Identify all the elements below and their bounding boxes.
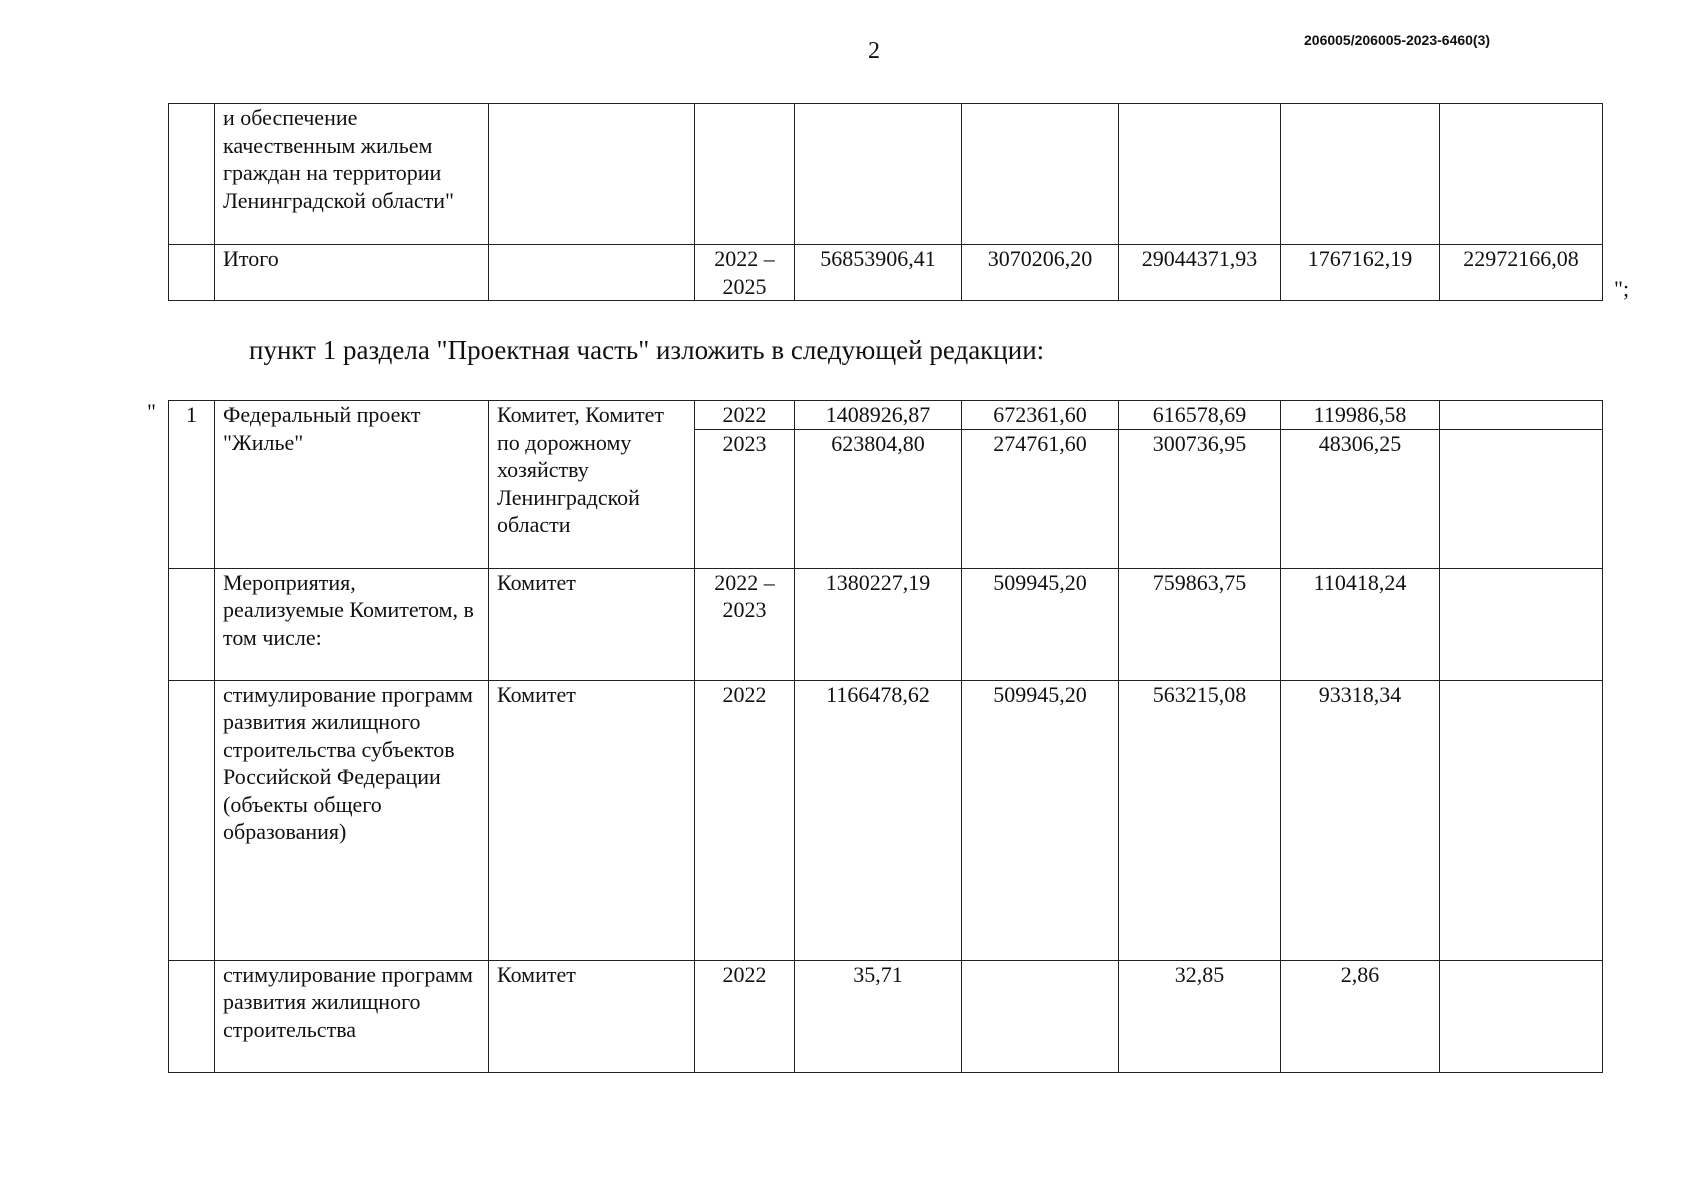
- cell-total: [795, 104, 962, 245]
- cell-other: [1440, 429, 1603, 568]
- cell-number: [169, 568, 215, 680]
- cell-federal: 509945,20: [962, 568, 1119, 680]
- closing-quote: ";: [1614, 276, 1630, 301]
- instruction-text: пункт 1 раздела "Проектная часть" изложить в следующей редакции:: [249, 335, 1045, 365]
- cell-federal: 3070206,20: [962, 245, 1119, 301]
- cell-number: [169, 960, 215, 1072]
- cell-total: 35,71: [795, 960, 962, 1072]
- cell-federal: 672361,60: [962, 401, 1119, 430]
- cell-executor: [489, 104, 695, 245]
- document-id: 206005/206005-2023-6460(3): [1304, 32, 1491, 48]
- cell-period: 2022 – 2025: [695, 245, 795, 301]
- cell-other: [1440, 401, 1603, 430]
- cell-local: 110418,24: [1281, 568, 1440, 680]
- cell-name: Мероприятия, реализуемые Комитетом, в том числе:: [215, 568, 489, 680]
- cell-number: [169, 680, 215, 960]
- cell-period: 2023: [695, 429, 795, 568]
- cell-other: [1440, 960, 1603, 1072]
- cell-other: [1440, 680, 1603, 960]
- cell-local: [1281, 104, 1440, 245]
- cell-period: 2022: [695, 680, 795, 960]
- cell-name: стимулирование программ развития жилищного строительства субъектов Российской Федерации (объекты общего образования): [215, 680, 489, 960]
- opening-quote: ": [147, 399, 156, 424]
- cell-federal: 274761,60: [962, 429, 1119, 568]
- cell-executor: Комитет: [489, 960, 695, 1072]
- cell-regional: 563215,08: [1119, 680, 1281, 960]
- table-row-project-2022: [169, 401, 1603, 430]
- cell-total: 623804,80: [795, 429, 962, 568]
- cell-regional: 300736,95: [1119, 429, 1281, 568]
- cell-period: 2022: [695, 960, 795, 1072]
- cell-name: и обеспечение качественным жильем граждан на территории Ленинградской области": [215, 104, 489, 245]
- cell-local: 48306,25: [1281, 429, 1440, 568]
- cell-period: 2022: [695, 401, 795, 430]
- table-row: [169, 960, 1603, 1072]
- cell-name: стимулирование программ развития жилищного строительства: [215, 960, 489, 1072]
- funding-table-continued: [168, 103, 1603, 301]
- table-row-total: [169, 245, 1603, 301]
- cell-local: 93318,34: [1281, 680, 1440, 960]
- cell-total: 1380227,19: [795, 568, 962, 680]
- cell-period: [695, 104, 795, 245]
- cell-executor: Комитет, Комитет по дорожному хозяйству Ленинградской области: [489, 401, 695, 569]
- cell-number: [169, 245, 215, 301]
- cell-executor: [489, 245, 695, 301]
- cell-regional: 759863,75: [1119, 568, 1281, 680]
- cell-regional: [1119, 104, 1281, 245]
- cell-federal: 509945,20: [962, 680, 1119, 960]
- table-row: [169, 568, 1603, 680]
- cell-total: 1166478,62: [795, 680, 962, 960]
- cell-regional: 29044371,93: [1119, 245, 1281, 301]
- table-row: [169, 680, 1603, 960]
- cell-name: Федеральный проект "Жилье": [215, 401, 489, 569]
- cell-total: 56853906,41: [795, 245, 962, 301]
- cell-local: 1767162,19: [1281, 245, 1440, 301]
- cell-name: Итого: [215, 245, 489, 301]
- funding-table-project-part: [168, 400, 1603, 1073]
- cell-regional: 616578,69: [1119, 401, 1281, 430]
- cell-number: 1: [169, 401, 215, 569]
- cell-total: 1408926,87: [795, 401, 962, 430]
- cell-federal: [962, 960, 1119, 1072]
- cell-local: 2,86: [1281, 960, 1440, 1072]
- cell-other: [1440, 568, 1603, 680]
- cell-executor: Комитет: [489, 568, 695, 680]
- cell-number: [169, 104, 215, 245]
- cell-federal: [962, 104, 1119, 245]
- cell-executor: Комитет: [489, 680, 695, 960]
- cell-other: [1440, 104, 1603, 245]
- cell-period: 2022 – 2023: [695, 568, 795, 680]
- cell-other: 22972166,08: [1440, 245, 1603, 301]
- page-number: 2: [868, 38, 880, 64]
- cell-local: 119986,58: [1281, 401, 1440, 430]
- table-row: [169, 104, 1603, 245]
- cell-regional: 32,85: [1119, 960, 1281, 1072]
